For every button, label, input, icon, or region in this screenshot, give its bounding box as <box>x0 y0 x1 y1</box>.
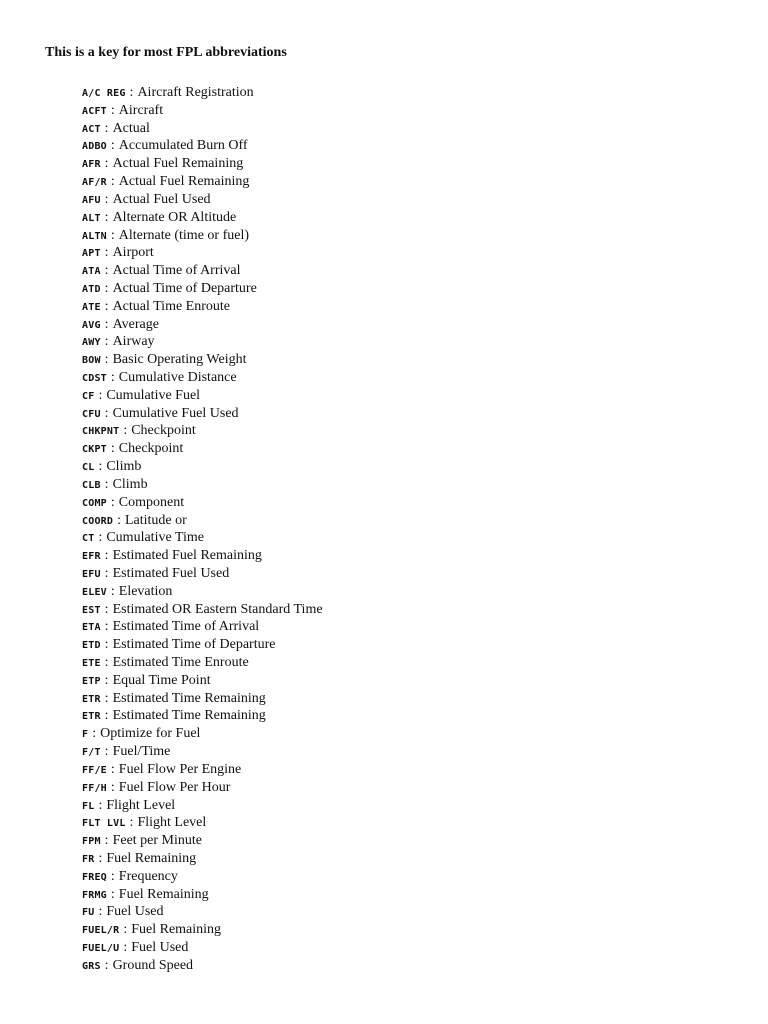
abbreviation-entry <box>82 617 323 635</box>
abbreviation-entry <box>82 136 323 154</box>
abbreviation-meaning: Fuel Flow Per Hour <box>118 779 231 795</box>
abbreviation-entry <box>82 885 323 903</box>
abbreviation-separator: : <box>98 459 103 475</box>
abbreviation-code: AVG <box>82 319 101 331</box>
abbreviation-code: F <box>82 729 89 741</box>
abbreviation-entry <box>82 796 323 814</box>
abbreviation-entry <box>82 528 323 546</box>
abbreviation-code: FUEL/R <box>82 925 120 937</box>
abbreviation-separator: : <box>123 423 128 439</box>
abbreviation-separator: : <box>104 245 109 261</box>
abbreviation-meaning: Cumulative Time <box>106 530 204 546</box>
abbreviation-separator: : <box>104 672 109 688</box>
abbreviation-code: CF <box>82 390 95 402</box>
abbreviation-meaning: Latitude or <box>125 512 187 528</box>
abbreviation-separator: : <box>104 191 109 207</box>
abbreviation-meaning: Actual Time Enroute <box>112 298 230 314</box>
abbreviation-meaning: Fuel Remaining <box>118 886 209 902</box>
abbreviation-meaning: Actual Fuel Used <box>112 191 211 207</box>
abbreviation-meaning: Estimated OR Eastern Standard Time <box>112 601 323 617</box>
abbreviation-meaning: Alternate OR Altitude <box>112 209 237 225</box>
abbreviation-separator: : <box>104 833 109 849</box>
abbreviation-code: ETP <box>82 675 101 687</box>
abbreviation-entry <box>82 101 323 119</box>
abbreviation-entry <box>82 368 323 386</box>
page-title: This is a key for most FPL abbreviations <box>45 45 287 60</box>
abbreviation-meaning: Fuel Remaining <box>106 850 197 866</box>
abbreviation-entry <box>82 920 323 938</box>
abbreviation-entry <box>82 243 323 261</box>
abbreviation-separator: : <box>98 850 103 866</box>
abbreviation-code: COORD <box>82 515 114 527</box>
abbreviation-entry <box>82 813 323 831</box>
abbreviation-meaning: Climb <box>112 476 148 492</box>
abbreviation-entry <box>82 172 323 190</box>
abbreviation-code: ALT <box>82 212 101 224</box>
abbreviation-entry <box>82 350 323 368</box>
abbreviation-entry <box>82 938 323 956</box>
abbreviation-separator: : <box>104 352 109 368</box>
abbreviation-entry <box>82 582 323 600</box>
abbreviation-code: COMP <box>82 497 107 509</box>
abbreviation-entry <box>82 831 323 849</box>
abbreviation-code: AFU <box>82 194 101 206</box>
abbreviation-code: FU <box>82 907 95 919</box>
abbreviation-meaning: Cumulative Fuel <box>106 387 201 403</box>
abbreviation-code: EFR <box>82 551 101 563</box>
abbreviation-entry <box>82 671 323 689</box>
abbreviation-separator: : <box>104 316 109 332</box>
abbreviation-separator: : <box>123 940 128 955</box>
abbreviation-entry <box>82 315 323 333</box>
abbreviation-entry <box>82 83 323 101</box>
abbreviation-meaning: Alternate (time or fuel) <box>118 227 249 243</box>
abbreviation-meaning: Average <box>112 316 159 332</box>
abbreviation-meaning: Estimated Fuel Remaining <box>112 548 262 564</box>
abbreviation-separator: : <box>110 868 115 884</box>
abbreviation-entry <box>82 778 323 796</box>
abbreviation-separator: : <box>110 886 115 902</box>
abbreviation-separator: : <box>104 565 109 581</box>
abbreviation-code: A/C REG <box>82 88 126 99</box>
abbreviation-separator: : <box>104 280 109 296</box>
abbreviation-separator: : <box>110 761 115 777</box>
abbreviation-code: CL <box>82 462 95 474</box>
abbreviation-entry <box>82 902 323 920</box>
abbreviation-code: ETA <box>82 622 101 634</box>
abbreviation-entry <box>82 760 323 778</box>
abbreviation-separator: : <box>110 102 115 118</box>
abbreviation-separator: : <box>104 548 109 564</box>
abbreviation-separator: : <box>104 263 109 279</box>
abbreviation-code: ACFT <box>82 105 107 117</box>
abbreviation-entry <box>82 867 323 885</box>
abbreviation-meaning: Aircraft <box>118 102 164 118</box>
abbreviation-meaning: Optimize for Fuel <box>100 726 201 742</box>
abbreviation-separator: : <box>104 156 109 172</box>
abbreviation-code: CLB <box>82 479 101 491</box>
abbreviation-entry <box>82 208 323 226</box>
abbreviation-separator: : <box>110 441 115 457</box>
abbreviation-code: FRMG <box>82 889 107 901</box>
abbreviation-entry <box>82 279 323 297</box>
abbreviation-meaning: Cumulative Distance <box>118 370 237 385</box>
abbreviation-entry <box>82 493 323 511</box>
abbreviation-separator: : <box>110 138 115 154</box>
abbreviation-code: ALTN <box>82 230 107 242</box>
abbreviation-code: FF/E <box>82 764 107 776</box>
abbreviation-meaning: Estimated Time of Departure <box>112 637 276 653</box>
abbreviation-meaning: Fuel Used <box>106 904 164 920</box>
abbreviation-separator: : <box>129 815 134 831</box>
abbreviation-meaning: Estimated Time Remaining <box>112 708 266 724</box>
abbreviation-entry <box>82 439 323 457</box>
abbreviation-meaning: Fuel Used <box>131 940 189 955</box>
abbreviation-entry <box>82 261 323 279</box>
abbreviation-code: FL <box>82 800 95 812</box>
abbreviation-separator: : <box>104 209 109 225</box>
abbreviation-separator: : <box>110 583 115 599</box>
abbreviation-separator: : <box>110 227 115 243</box>
abbreviation-meaning: Checkpoint <box>118 441 184 457</box>
abbreviation-separator: : <box>104 744 109 760</box>
abbreviation-entry <box>82 119 323 137</box>
abbreviation-meaning: Fuel Flow Per Engine <box>118 761 242 777</box>
abbreviation-entry <box>82 564 323 582</box>
abbreviation-separator: : <box>104 298 109 314</box>
abbreviation-separator: : <box>110 779 115 795</box>
abbreviation-separator: : <box>98 797 103 813</box>
abbreviation-code: CHKPNT <box>82 426 120 438</box>
abbreviation-meaning: Fuel/Time <box>112 744 171 760</box>
abbreviation-code: ACT <box>82 123 101 135</box>
abbreviation-meaning: Equal Time Point <box>112 672 211 688</box>
abbreviation-separator: : <box>117 512 121 528</box>
abbreviation-code: ATE <box>82 301 101 313</box>
abbreviation-code: FUEL/U <box>82 943 120 954</box>
abbreviation-entry <box>82 404 323 422</box>
abbreviation-meaning: Estimated Fuel Used <box>112 565 230 581</box>
abbreviation-entry <box>82 421 323 439</box>
abbreviation-separator: : <box>98 904 103 920</box>
abbreviation-code: ATA <box>82 266 101 278</box>
abbreviation-separator: : <box>104 601 109 617</box>
abbreviation-separator: : <box>110 494 115 510</box>
abbreviation-entry <box>82 600 323 618</box>
abbreviation-code: AF/R <box>82 177 107 189</box>
abbreviation-meaning: Actual <box>112 120 150 136</box>
abbreviation-entry <box>82 635 323 653</box>
abbreviation-meaning: Accumulated Burn Off <box>118 138 248 154</box>
abbreviation-entry <box>82 154 323 172</box>
abbreviation-separator: : <box>129 85 134 100</box>
abbreviation-meaning: Actual Fuel Remaining <box>112 156 244 172</box>
abbreviation-code: GRS <box>82 960 101 972</box>
abbreviation-meaning: Component <box>118 494 185 510</box>
abbreviation-separator: : <box>104 957 109 973</box>
abbreviation-code: ETR <box>82 693 101 705</box>
abbreviation-separator: : <box>104 120 109 136</box>
abbreviation-entry <box>82 190 323 208</box>
abbreviation-code: APT <box>82 248 101 260</box>
abbreviation-code: CDST <box>82 373 107 384</box>
abbreviation-separator: : <box>104 334 109 350</box>
abbreviation-separator: : <box>110 370 115 385</box>
abbreviation-code: CKPT <box>82 444 107 456</box>
abbreviation-entry <box>82 457 323 475</box>
abbreviation-meaning: Fuel Remaining <box>131 922 222 938</box>
abbreviation-separator: : <box>98 530 103 546</box>
abbreviation-entry <box>82 689 323 707</box>
abbreviation-meaning: Estimated Time Remaining <box>112 690 266 706</box>
abbreviation-code: CT <box>82 533 95 545</box>
abbreviation-meaning: Aircraft Registration <box>137 85 254 100</box>
abbreviation-entry <box>82 226 323 244</box>
abbreviation-code: FR <box>82 853 95 865</box>
abbreviation-meaning: Climb <box>106 459 142 475</box>
abbreviation-code: FPM <box>82 836 101 848</box>
abbreviation-code: ETR <box>82 711 101 723</box>
abbreviation-separator: : <box>104 405 109 421</box>
abbreviation-separator: : <box>104 637 109 653</box>
abbreviation-meaning: Estimated Time of Arrival <box>112 619 260 635</box>
abbreviation-code: ETE <box>82 658 101 669</box>
abbreviation-entry <box>82 297 323 315</box>
abbreviation-list <box>82 83 323 974</box>
abbreviation-meaning: Actual Time of Arrival <box>112 263 241 279</box>
abbreviation-entry <box>82 706 323 724</box>
abbreviation-code: ADBO <box>82 141 107 153</box>
abbreviation-separator: : <box>110 174 115 190</box>
abbreviation-meaning: Ground Speed <box>112 957 194 973</box>
abbreviation-code: CFU <box>82 408 101 420</box>
abbreviation-separator: : <box>104 690 109 706</box>
abbreviation-code: FLT LVL <box>82 818 126 830</box>
abbreviation-separator: : <box>104 655 109 670</box>
abbreviation-code: AWY <box>82 337 101 349</box>
abbreviation-entry <box>82 742 323 760</box>
abbreviation-meaning: Flight Level <box>137 815 207 831</box>
abbreviation-entry <box>82 956 323 974</box>
abbreviation-entry <box>82 511 323 529</box>
abbreviation-meaning: Actual Fuel Remaining <box>118 174 250 190</box>
abbreviation-code: F/T <box>82 747 101 759</box>
abbreviation-code: BOW <box>82 355 101 367</box>
abbreviation-entry <box>82 332 323 350</box>
abbreviation-meaning: Basic Operating Weight <box>112 352 247 368</box>
abbreviation-code: FF/H <box>82 782 107 794</box>
abbreviation-meaning: Elevation <box>118 583 173 599</box>
abbreviation-meaning: Frequency <box>118 868 178 884</box>
abbreviation-code: AFR <box>82 159 101 171</box>
abbreviation-code: FREQ <box>82 871 107 883</box>
abbreviation-code: ATD <box>82 283 101 295</box>
abbreviation-meaning: Flight Level <box>106 797 176 813</box>
abbreviation-code: ETD <box>82 640 101 652</box>
abbreviation-meaning: Cumulative Fuel Used <box>112 405 239 421</box>
abbreviation-separator: : <box>123 922 128 938</box>
abbreviation-meaning: Checkpoint <box>131 423 196 439</box>
abbreviation-separator: : <box>104 476 109 492</box>
abbreviation-separator: : <box>104 619 109 635</box>
abbreviation-entry <box>82 653 323 671</box>
abbreviation-code: EFU <box>82 568 101 580</box>
abbreviation-entry <box>82 386 323 404</box>
abbreviation-code: EST <box>82 604 101 616</box>
abbreviation-meaning: Estimated Time Enroute <box>112 655 249 670</box>
abbreviation-entry <box>82 475 323 493</box>
abbreviation-meaning: Airway <box>112 334 155 350</box>
abbreviation-meaning: Feet per Minute <box>112 833 202 849</box>
abbreviation-separator: : <box>98 387 103 403</box>
abbreviation-entry <box>82 849 323 867</box>
abbreviation-code: ELEV <box>82 586 107 598</box>
abbreviation-meaning: Airport <box>112 245 154 261</box>
abbreviation-meaning: Actual Time of Departure <box>112 280 257 296</box>
abbreviation-separator: : <box>104 708 109 724</box>
abbreviation-entry <box>82 724 323 742</box>
abbreviation-entry <box>82 546 323 564</box>
abbreviation-separator: : <box>92 726 97 742</box>
